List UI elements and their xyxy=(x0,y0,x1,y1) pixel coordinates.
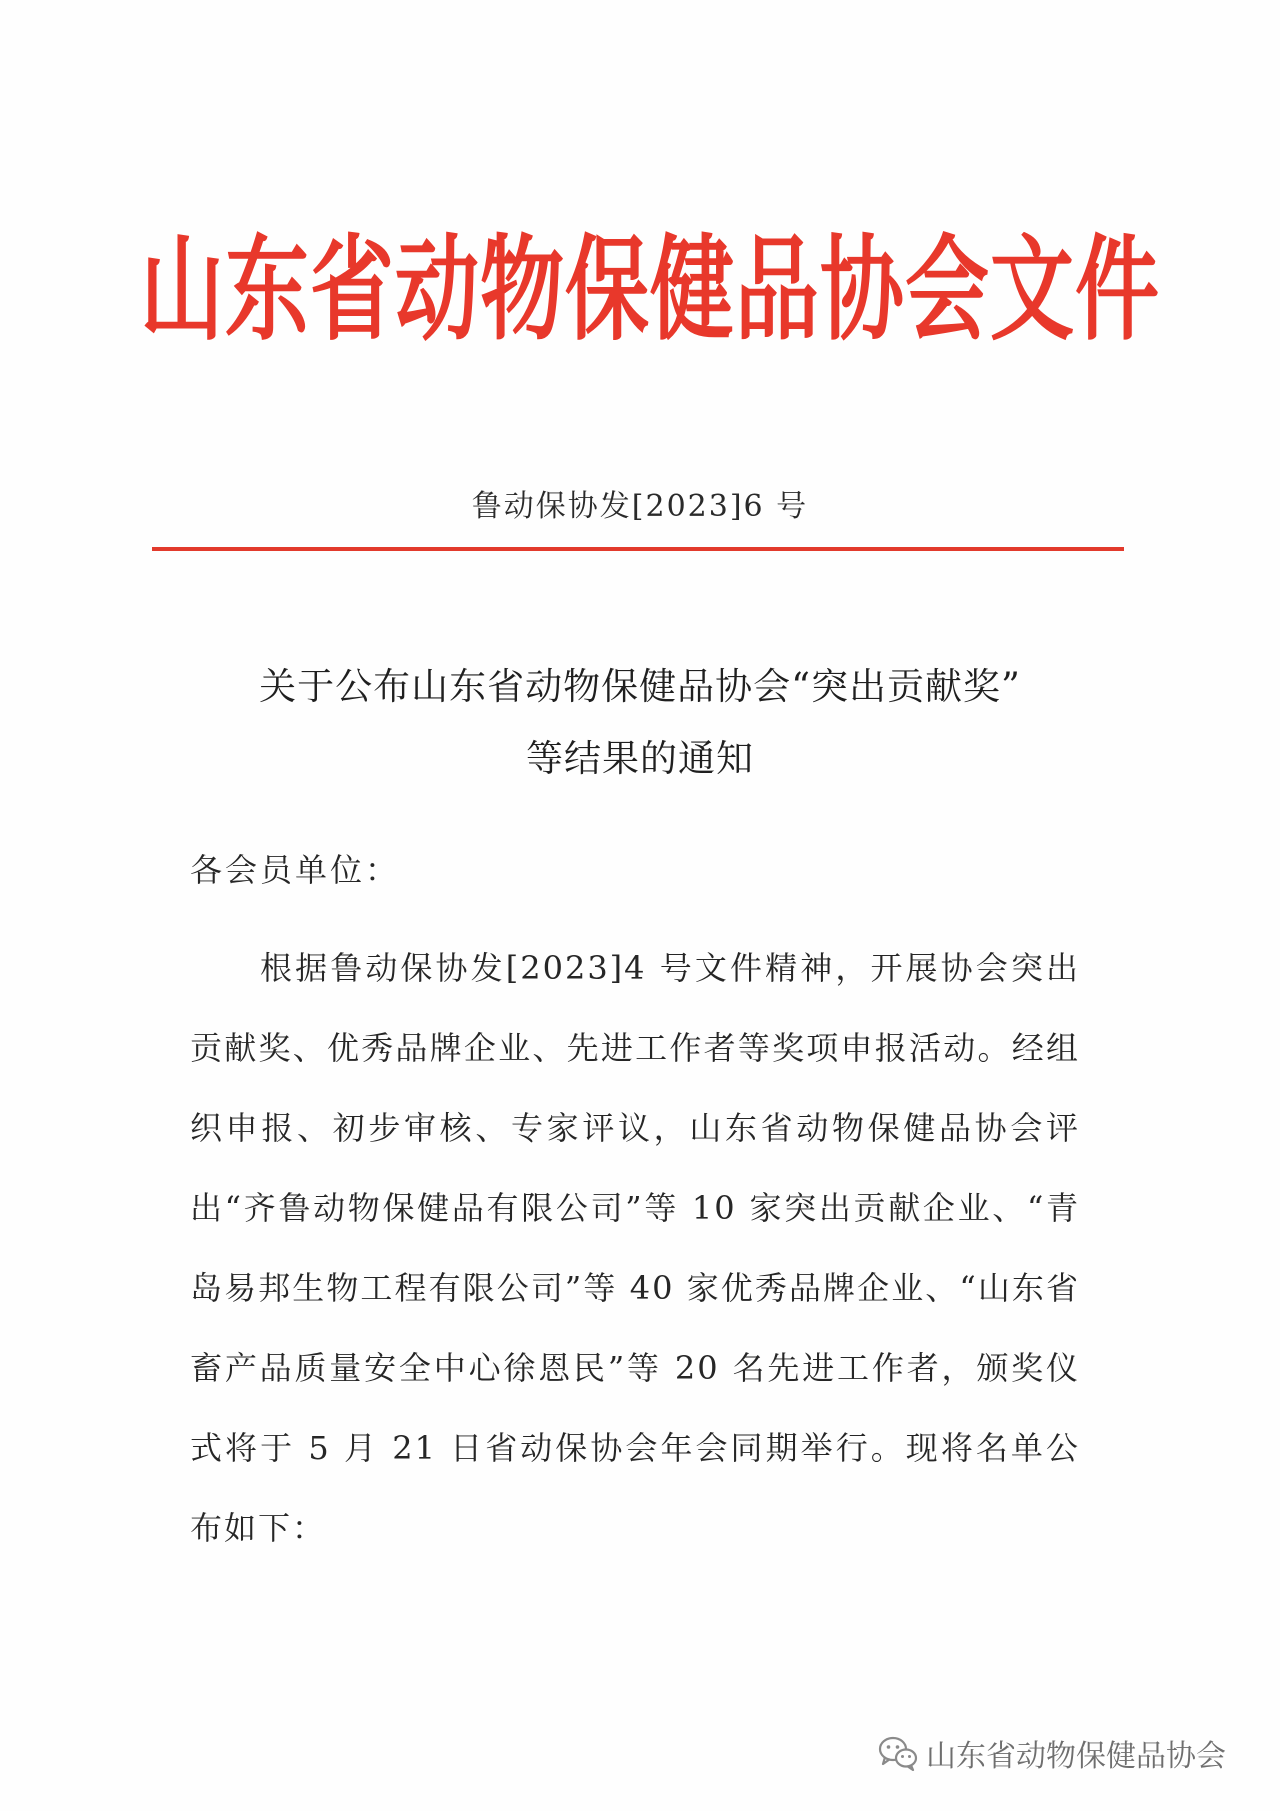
document-number: 鲁动保协发[2023]6 号 xyxy=(471,489,809,524)
body-paragraph: 根据鲁动保协发[2023]4 号文件精神，开展协会突出贡献奖、优秀品牌企业、先进工作者等奖项申报活动。经组织申报、初步审核、专家评议，山东省动物保健品协会评出“齐鲁动物保健品有限公司”等 10 家突出贡献企业、“青岛易邦生物工程有限公司”等 40 家优秀品牌企业、“山东省畜产品质量安全中心徐恩民”等 20 名先进工作者，颁奖仪式将于 5 月 21 日省动保协会年会同期举行。现将名单公布如下： xyxy=(190,949,1080,1547)
notice-title-line-2: 等结果的通知 xyxy=(526,737,754,780)
salutation: 各会员单位： xyxy=(190,851,401,889)
notice-title-line-1: 关于公布山东省动物保健品协会“突出贡献奖” xyxy=(259,665,1021,708)
wechat-watermark xyxy=(878,1728,1226,1778)
wechat-icon xyxy=(878,1735,918,1771)
red-divider-line xyxy=(152,547,1124,551)
letterhead-title: 山东省动物保健品协会文件 xyxy=(140,223,1161,357)
watermark-account-name: 山东省动物保健品协会 xyxy=(926,1739,1226,1774)
